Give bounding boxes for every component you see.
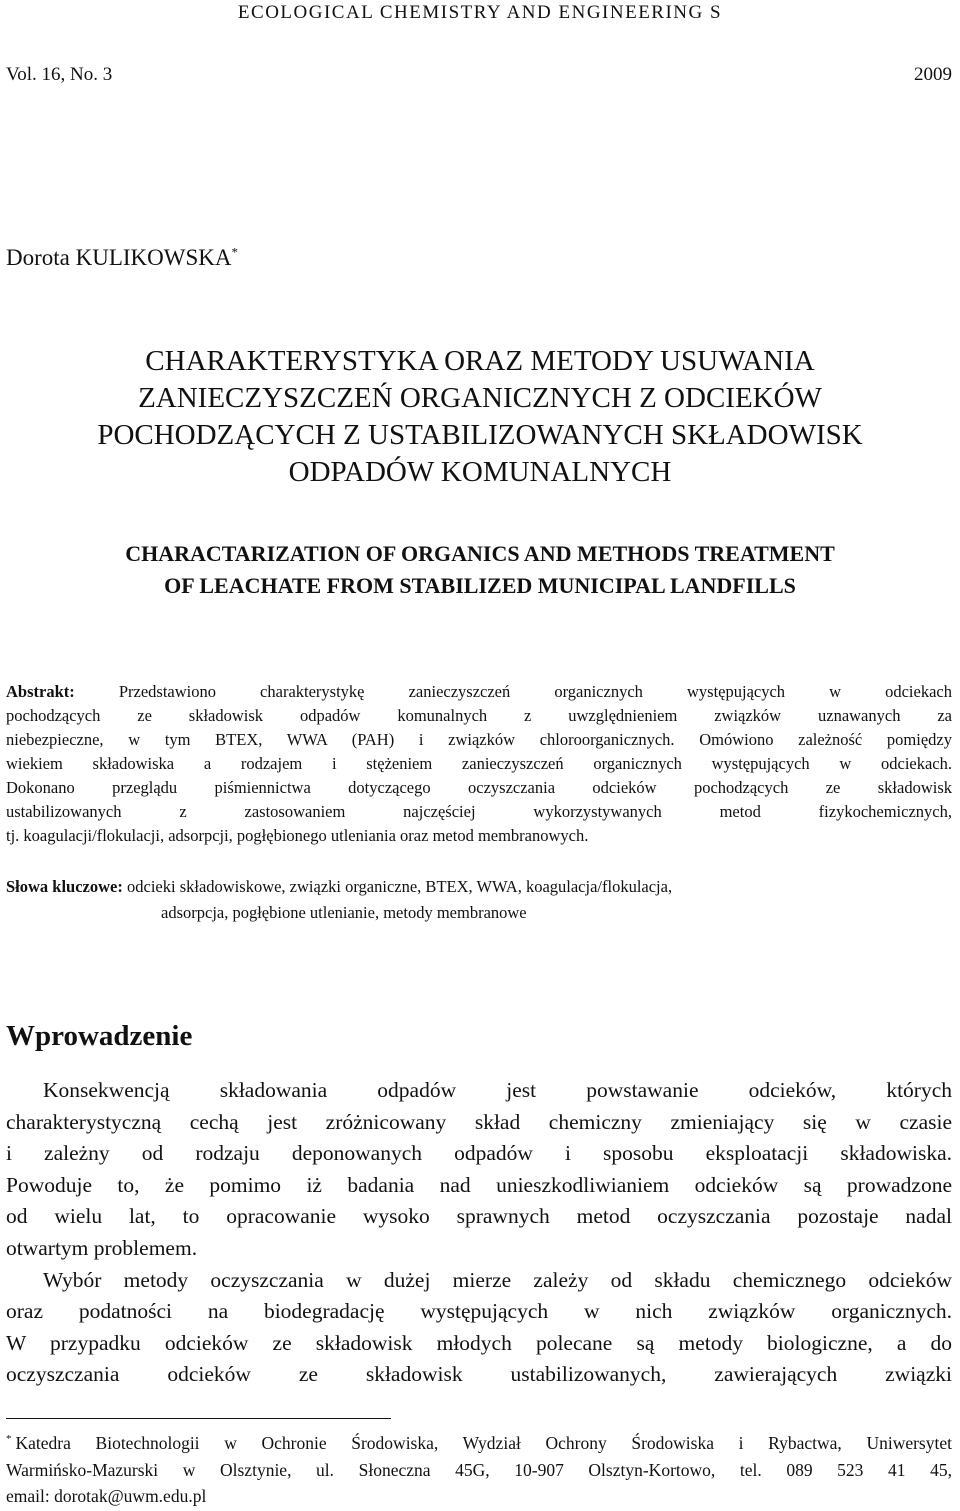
body-line: Konsekwencją składowania odpadów jest powstawanie odcieków, których <box>43 1078 952 1102</box>
body-line: charakterystyczną cechą jest zróżnicowany skład chemiczny zmieniający się w czasie <box>6 1109 952 1134</box>
footnote-line: Warmińsko-Mazurski w Olsztynie, ul. Słoneczna 45G, 10-907 Olsztyn-Kortowo, tel. 089 523 41 45, <box>6 1459 952 1480</box>
footnote-line <box>6 1430 952 1457</box>
footnote-mark: * <box>6 1433 12 1446</box>
keywords-text: odcieki składowiskowe, związki organiczne, BTEX, WWA, koagulacja/flokulacja, <box>122 877 673 896</box>
abstract-line: ustabilizowanych z zastosowaniem najczęściej wykorzystywanych metod fizykochemicznych, <box>6 802 952 821</box>
abstract-label: Abstrakt: <box>6 682 75 701</box>
footnote <box>6 1430 952 1510</box>
author-name: Dorota KULIKOWSKA <box>6 245 232 270</box>
body-line: od wielu lat, to opracowanie wysoko sprawnych metod oczyszczania pozostaje nadal <box>6 1204 952 1229</box>
abstract-line: niebezpieczne, w tym BTEX, WWA (PAH) i związków chloroorganicznych. Omówiono zależność pomiędzy <box>6 730 952 749</box>
abstract <box>6 680 952 848</box>
body-line: i zależny od rodzaju deponowanych odpadów i sposobu eksploatacji składowiska. <box>6 1141 952 1166</box>
title-polish <box>0 343 960 491</box>
title-en-line: CHARACTARIZATION OF ORGANICS AND METHODS TREATMENT <box>125 541 835 566</box>
body-line: Wybór metody oczyszczania w dużej mierze zależy od składu chemicznego odcieków <box>43 1267 952 1292</box>
section-body <box>6 1075 952 1391</box>
footnote-divider <box>6 1418 391 1419</box>
keywords <box>6 874 952 926</box>
abstract-line <box>6 680 952 704</box>
footnote-email[interactable]: email: dorotak@uwm.edu.pl <box>6 1486 207 1506</box>
footnote-text: Katedra Biotechnologii w Ochronie Środowiska, Wydział Ochrony Środowiska i Rybactwa, Uniwersytet <box>15 1433 952 1453</box>
author-line <box>6 245 238 271</box>
publication-year: 2009 <box>914 64 952 85</box>
section-heading: Wprowadzenie <box>6 1020 193 1052</box>
abstract-line: tj. koagulacji/flokulacji, adsorpcji, pogłębionego utleniania oraz metod membranowych. <box>6 826 589 845</box>
keywords-text-continued: adsorpcja, pogłębione utlenianie, metody membranowe <box>161 903 527 922</box>
body-line: Powoduje to, że pomimo iż badania nad unieszkodliwianiem odcieków są prowadzone <box>6 1172 952 1197</box>
abstract-text: Przedstawiono charakterystykę zanieczyszczeń organicznych występujących w odciekach <box>74 682 952 701</box>
abstract-line: Dokonano przeglądu piśmiennictwa dotyczącego oczyszczania odcieków pochodzących ze składowisk <box>6 778 952 797</box>
title-en-line: OF LEACHATE FROM STABILIZED MUNICIPAL LANDFILLS <box>164 573 796 598</box>
author-footnote-mark[interactable]: * <box>231 244 238 260</box>
body-line: oczyszczania odcieków ze składowisk ustabilizowanych, zawierających związki <box>6 1362 952 1387</box>
keywords-label: Słowa kluczowe: <box>6 877 123 896</box>
abstract-line: wiekiem składowiska a rodzajem i stężeniem zanieczyszczeń organicznych występujących w odciekach. <box>6 754 952 773</box>
journal-name: ECOLOGICAL CHEMISTRY AND ENGINEERING S <box>237 2 723 23</box>
title-pl-line: ODPADÓW KOMUNALNYCH <box>288 456 672 488</box>
body-line: oraz podatności na biodegradację występujących w nich związków organicznych. <box>6 1299 952 1324</box>
title-pl-line: ZANIECZYSZCZEŃ ORGANICZNYCH Z ODCIEKÓW <box>138 382 822 414</box>
title-english <box>0 538 960 602</box>
volume-info: Vol. 16, No. 3 <box>6 64 113 85</box>
title-pl-line: CHARAKTERYSTYKA ORAZ METODY USUWANIA <box>145 345 815 377</box>
body-line: otwartym problemem. <box>6 1235 198 1260</box>
title-pl-line: POCHODZĄCYCH Z USTABILIZOWANYCH SKŁADOWISK <box>97 419 863 451</box>
body-line: W przypadku odcieków ze składowisk młodych polecane są metody biologiczne, a do <box>6 1330 952 1355</box>
abstract-line: pochodzących ze składowisk odpadów komunalnych z uwzględnieniem związków uznawanych za <box>6 706 952 725</box>
